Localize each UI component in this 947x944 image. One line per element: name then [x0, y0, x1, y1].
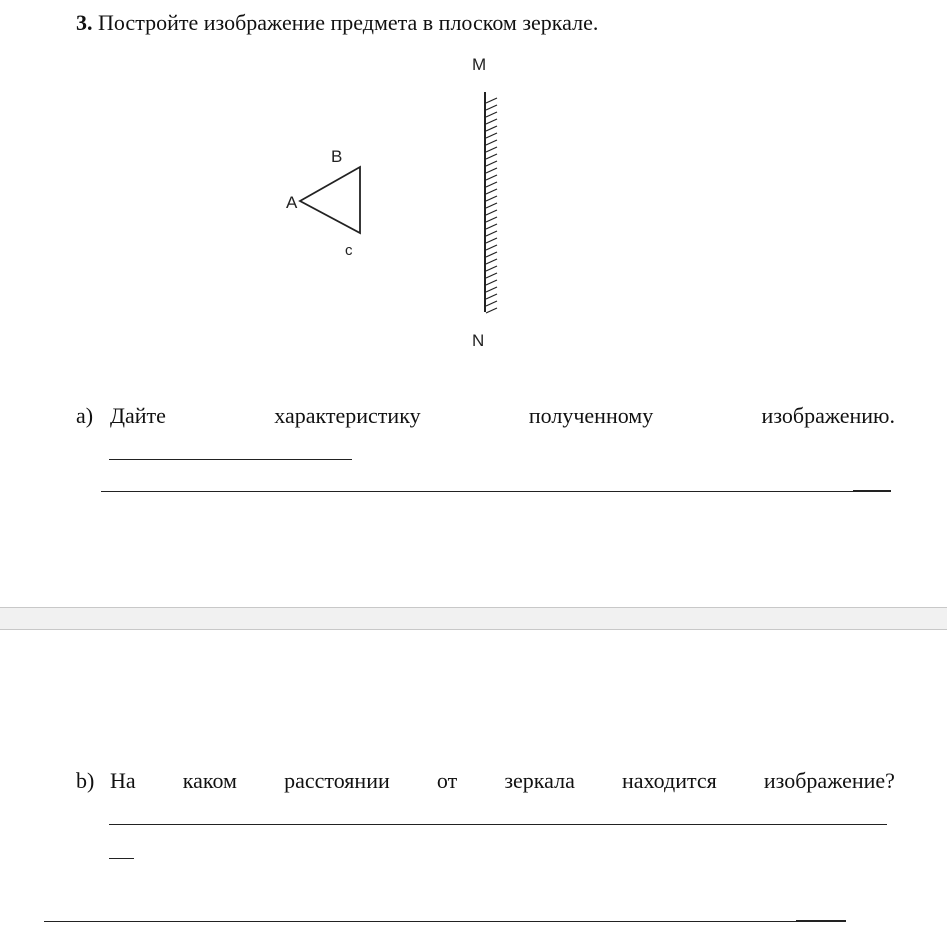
part-a-word: полученному: [528, 403, 654, 428]
part-a-word: Дайте: [110, 403, 166, 428]
part-b-word: от: [436, 768, 458, 793]
hatch-mark: [486, 133, 497, 138]
hatch-mark: [486, 280, 497, 285]
question-number: 3.: [76, 10, 93, 35]
hatch-mark: [486, 161, 497, 166]
part-b-word: изображение?: [763, 768, 895, 793]
part-b-marker: b): [76, 768, 95, 793]
answer-line[interactable]: [101, 491, 853, 492]
vertex-c-label: c: [345, 242, 353, 259]
part-b-question: [110, 768, 895, 794]
hatch-mark: [486, 294, 497, 299]
hatch-mark: [486, 203, 497, 208]
part-a-question: [110, 403, 895, 429]
hatch-mark: [486, 245, 497, 250]
part-b-word: зеркала: [504, 768, 575, 793]
vertex-a-label: A: [286, 193, 298, 212]
hatch-mark: [486, 98, 497, 103]
hatch-mark: [486, 119, 497, 124]
vertex-b-label: B: [331, 147, 343, 166]
hatch-mark: [486, 224, 497, 229]
hatch-mark: [486, 140, 497, 145]
hatch-mark: [486, 238, 497, 243]
hatch-mark: [486, 252, 497, 257]
hatch-mark: [486, 182, 497, 187]
hatch-mark: [486, 175, 497, 180]
part-b-word: На: [110, 768, 136, 793]
hatch-mark: [486, 217, 497, 222]
mirror-label-n: N: [472, 331, 485, 350]
part-b-word: расстоянии: [284, 768, 390, 793]
hatch-mark: [486, 105, 497, 110]
answer-line[interactable]: [44, 921, 796, 922]
hatch-mark: [486, 308, 497, 313]
part-b-word: находится: [621, 768, 717, 793]
part-a-word: характеристику: [274, 403, 421, 428]
part-b-word: каком: [182, 768, 237, 793]
hatch-mark: [486, 168, 497, 173]
part-a-word: изображению.: [761, 403, 895, 428]
answer-line[interactable]: [109, 858, 134, 859]
hatch-mark: [486, 259, 497, 264]
mirror-label-m: M: [472, 55, 487, 74]
answer-line-end: [796, 920, 846, 922]
page-break: [0, 607, 947, 630]
hatch-mark: [486, 210, 497, 215]
hatch-mark: [486, 231, 497, 236]
hatch-mark: [486, 126, 497, 131]
hatch-mark: [486, 189, 497, 194]
answer-line[interactable]: [109, 824, 887, 825]
answer-line[interactable]: [109, 459, 352, 460]
hatch-mark: [486, 196, 497, 201]
hatch-mark: [486, 147, 497, 152]
question-text: Постройте изображение предмета в плоском зеркале.: [98, 10, 599, 35]
hatch-mark: [486, 301, 497, 306]
object-triangle: [300, 167, 360, 233]
hatch-mark: [486, 273, 497, 278]
part-a-marker: a): [76, 403, 94, 428]
hatch-mark: [486, 154, 497, 159]
hatch-mark: [486, 266, 497, 271]
hatch-mark: [486, 112, 497, 117]
answer-line-end: [853, 490, 891, 492]
hatch-mark: [486, 287, 497, 292]
mirror-hatching: [486, 98, 497, 313]
